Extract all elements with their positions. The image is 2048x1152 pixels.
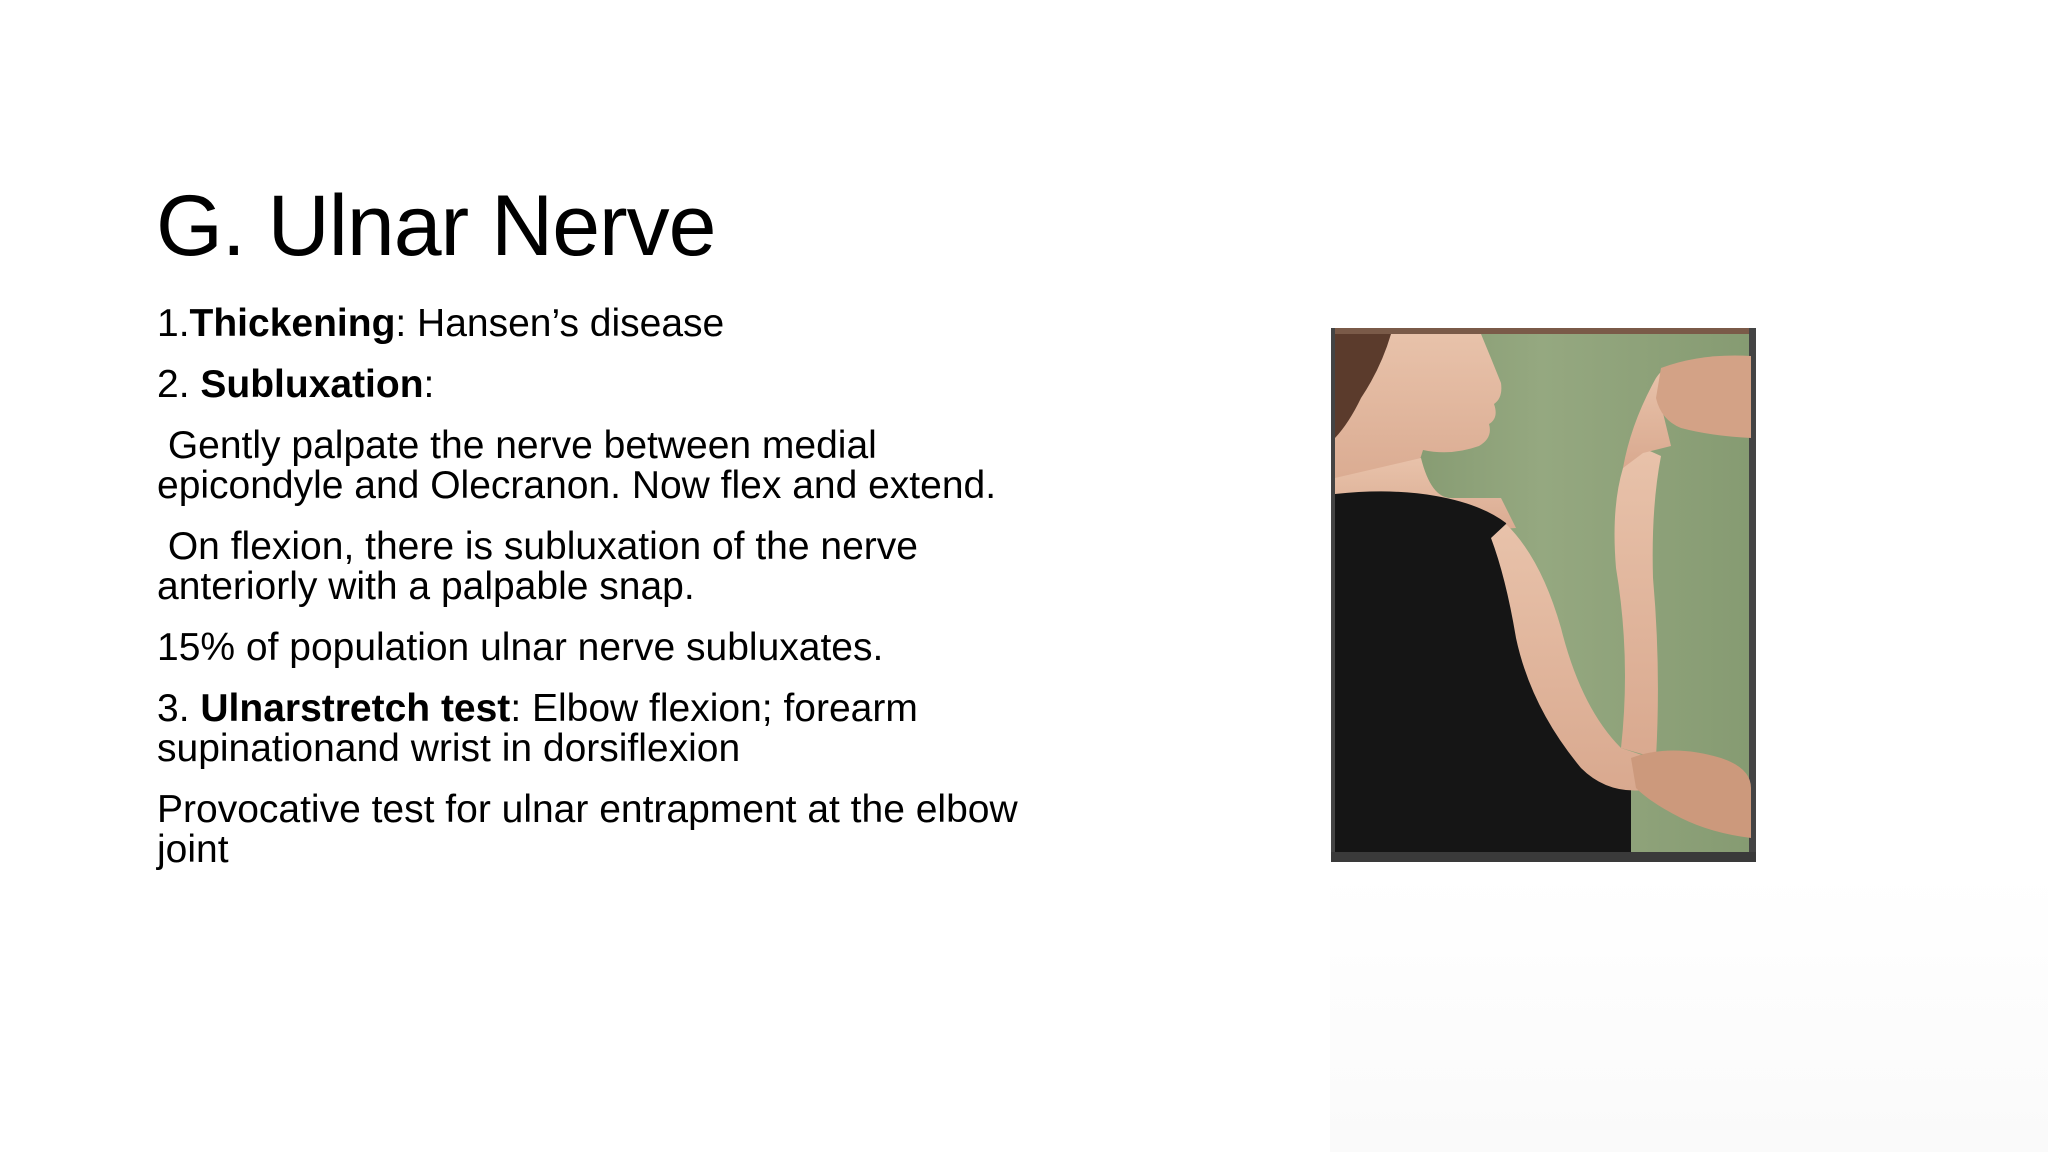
paragraph-prefix: 3. xyxy=(157,687,201,730)
paragraph-flexion: On flexion, there is subluxation of the nerve anteriorly with a palpable snap. xyxy=(157,525,929,608)
photo-illustration xyxy=(1331,328,1756,862)
paragraph-stretch-test xyxy=(157,689,1037,769)
slide-title: G. Ulnar Nerve xyxy=(156,177,716,274)
paragraph-thickening xyxy=(157,304,1037,344)
term-ulnar-stretch-test: Ulnarstretch test xyxy=(200,687,511,730)
paragraph-palpate: Gently palpate the nerve between medial epicondyle and Olecranon. Now flex and extend. xyxy=(157,424,997,507)
ulnar-stretch-test-photo xyxy=(1331,328,1756,862)
term-subluxation: Subluxation xyxy=(200,363,424,406)
paragraph-prefix: 1. xyxy=(157,302,190,345)
paragraph-rest: : Elbow flexion; forearm supinationand wrist in dorsiflexion xyxy=(157,687,918,770)
slide-body xyxy=(157,304,1037,891)
paragraph-rest: : Hansen’s disease xyxy=(395,302,725,345)
term-thickening: Thickening xyxy=(189,302,396,345)
paragraph-rest: : xyxy=(423,363,435,406)
paragraph-population: 15% of population ulnar nerve subluxates. xyxy=(157,626,884,669)
background-shade xyxy=(1330,870,2048,1152)
paragraph-subluxation xyxy=(157,365,1037,405)
paragraph-prefix: 2. xyxy=(157,363,201,406)
paragraph-provocative: Provocative test for ulnar entrapment at the elbow joint xyxy=(157,788,1018,871)
